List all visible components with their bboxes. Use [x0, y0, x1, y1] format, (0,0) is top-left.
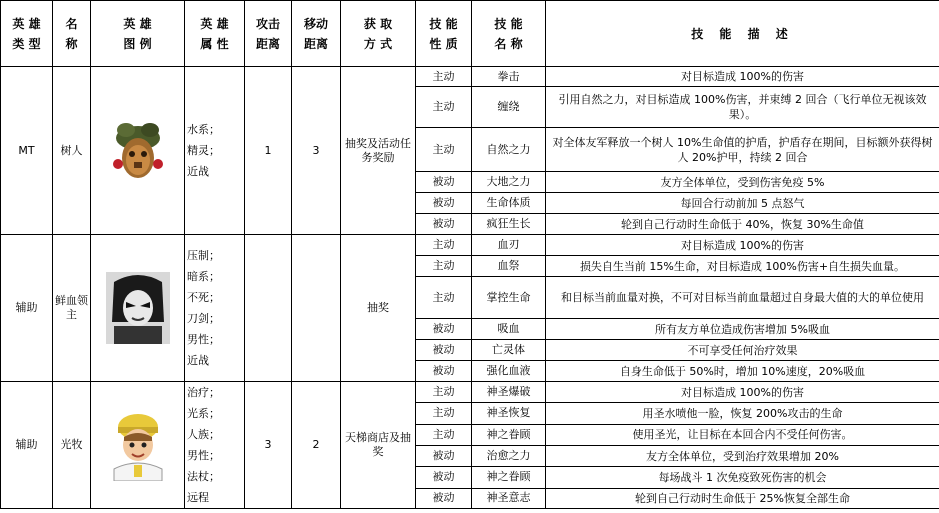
- hero-type: 辅助: [1, 382, 53, 509]
- skill-nature: 主动: [416, 256, 472, 277]
- blood-lord-portrait-icon: [106, 272, 170, 344]
- header-attack-range: 攻击 距离: [245, 1, 292, 67]
- light-priest-portrait-icon: [106, 409, 170, 481]
- header-move-range: 移动 距离: [292, 1, 341, 67]
- skill-nature: 主动: [416, 235, 472, 256]
- skill-name: 神圣意志: [472, 488, 546, 508]
- skill-nature: 被动: [416, 361, 472, 382]
- table-row: [1, 235, 939, 256]
- skill-desc: 不可享受任何治疗效果: [546, 340, 939, 361]
- skill-nature: 被动: [416, 445, 472, 466]
- treant-portrait-icon: [106, 116, 170, 186]
- skill-nature: 主动: [416, 277, 472, 319]
- skill-name: 自然之力: [472, 128, 546, 172]
- hero-type: MT: [1, 67, 53, 235]
- skill-name: 疯狂生长: [472, 214, 546, 235]
- header-portrait: 英 雄 图 例: [91, 1, 185, 67]
- skill-name: 生命体质: [472, 193, 546, 214]
- header-type: 英 雄 类 型: [1, 1, 53, 67]
- skill-nature: 主动: [416, 424, 472, 445]
- skill-desc: 友方全体单位，受到治疗效果增加 20%: [546, 445, 939, 466]
- skill-name: 吸血: [472, 319, 546, 340]
- hero-move-range: [292, 235, 341, 382]
- skill-nature: 被动: [416, 488, 472, 508]
- skill-name: 神之眷顾: [472, 467, 546, 488]
- skill-desc: 对目标造成 100%的伤害: [546, 235, 939, 256]
- hero-acquire: 抽奖: [341, 235, 416, 382]
- skill-name: 神之眷顾: [472, 424, 546, 445]
- skill-desc: 每场战斗 1 次免疫致死伤害的机会: [546, 467, 939, 488]
- skill-desc: 所有友方单位造成伤害增加 5%吸血: [546, 319, 939, 340]
- skill-nature: 主动: [416, 87, 472, 128]
- skill-name: 强化血液: [472, 361, 546, 382]
- hero-name: 鲜血领主: [53, 235, 91, 382]
- skill-nature: 被动: [416, 193, 472, 214]
- skill-desc: 自身生命低于 50%时，增加 10%速度，20%吸血: [546, 361, 939, 382]
- skill-name: 血祭: [472, 256, 546, 277]
- hero-attributes: 水系； 精灵； 近战: [185, 67, 245, 235]
- header-skill-desc: 技 能 描 述: [546, 1, 939, 67]
- hero-portrait: [91, 67, 185, 235]
- hero-attributes: 压制； 暗系； 不死； 刀剑； 男性； 近战: [185, 235, 245, 382]
- hero-portrait: [91, 382, 185, 509]
- skill-nature: 主动: [416, 403, 472, 424]
- skill-desc: 引用自然之力，对目标造成 100%伤害，并束缚 2 回合（飞行单位无视该效果）。: [546, 87, 939, 128]
- skill-desc: 友方全体单位，受到伤害免疫 5%: [546, 172, 939, 193]
- skill-nature: 被动: [416, 319, 472, 340]
- skill-name: 亡灵体: [472, 340, 546, 361]
- skill-desc: 每回合行动前加 5 点怒气: [546, 193, 939, 214]
- skill-nature: 被动: [416, 340, 472, 361]
- hero-name: 树人: [53, 67, 91, 235]
- skill-desc: 对目标造成 100%的伤害: [546, 67, 939, 87]
- header-row: [1, 1, 939, 67]
- skill-nature: 被动: [416, 214, 472, 235]
- table-row: [1, 67, 939, 87]
- hero-acquire: 抽奖及活动任务奖励: [341, 67, 416, 235]
- hero-name: 光牧: [53, 382, 91, 509]
- hero-attack-range: [245, 235, 292, 382]
- skill-nature: 被动: [416, 467, 472, 488]
- skill-name: 缠绕: [472, 87, 546, 128]
- hero-type: 辅助: [1, 235, 53, 382]
- hero-move-range: 3: [292, 67, 341, 235]
- skill-nature: 主动: [416, 67, 472, 87]
- header-skill-nature: 技 能 性 质: [416, 1, 472, 67]
- hero-attack-range: 1: [245, 67, 292, 235]
- skill-desc: 轮到自己行动时生命低于 25%恢复全部生命: [546, 488, 939, 508]
- skill-desc: 和目标当前血量对换，不可对目标当前血量超过自身最大值的大的单位使用: [546, 277, 939, 319]
- header-acquire: 获 取 方 式: [341, 1, 416, 67]
- hero-attributes: 治疗； 光系； 人族； 男性； 法杖； 远程: [185, 382, 245, 509]
- skill-name: 血刃: [472, 235, 546, 256]
- header-attribute: 英 雄 属 性: [185, 1, 245, 67]
- skill-nature: 主动: [416, 382, 472, 403]
- skill-name: 大地之力: [472, 172, 546, 193]
- header-skill-name: 技 能 名 称: [472, 1, 546, 67]
- skill-nature: 主动: [416, 128, 472, 172]
- table-row: [1, 382, 939, 403]
- hero-portrait: [91, 235, 185, 382]
- skill-nature: 被动: [416, 172, 472, 193]
- skill-desc: 对全体友军释放一个树人 10%生命值的护盾，护盾存在期间，目标额外获得树人 20%护甲，持续 2 回合: [546, 128, 939, 172]
- skill-name: 拳击: [472, 67, 546, 87]
- skill-name: 掌控生命: [472, 277, 546, 319]
- skill-desc: 使用圣光，让目标在本回合内不受任何伤害。: [546, 424, 939, 445]
- hero-attack-range: 3: [245, 382, 292, 509]
- skill-desc: 用圣水喷他一脸，恢复 200%攻击的生命: [546, 403, 939, 424]
- skill-name: 治愈之力: [472, 445, 546, 466]
- skill-name: 神圣爆破: [472, 382, 546, 403]
- skill-desc: 损失自生当前 15%生命，对目标造成 100%伤害+自生损失血量。: [546, 256, 939, 277]
- hero-acquire: 天梯商店及抽奖: [341, 382, 416, 509]
- skill-desc: 对目标造成 100%的伤害: [546, 382, 939, 403]
- skill-name: 神圣恢复: [472, 403, 546, 424]
- hero-move-range: 2: [292, 382, 341, 509]
- header-name: 名 称: [53, 1, 91, 67]
- skill-desc: 轮到自己行动时生命低于 40%，恢复 30%生命值: [546, 214, 939, 235]
